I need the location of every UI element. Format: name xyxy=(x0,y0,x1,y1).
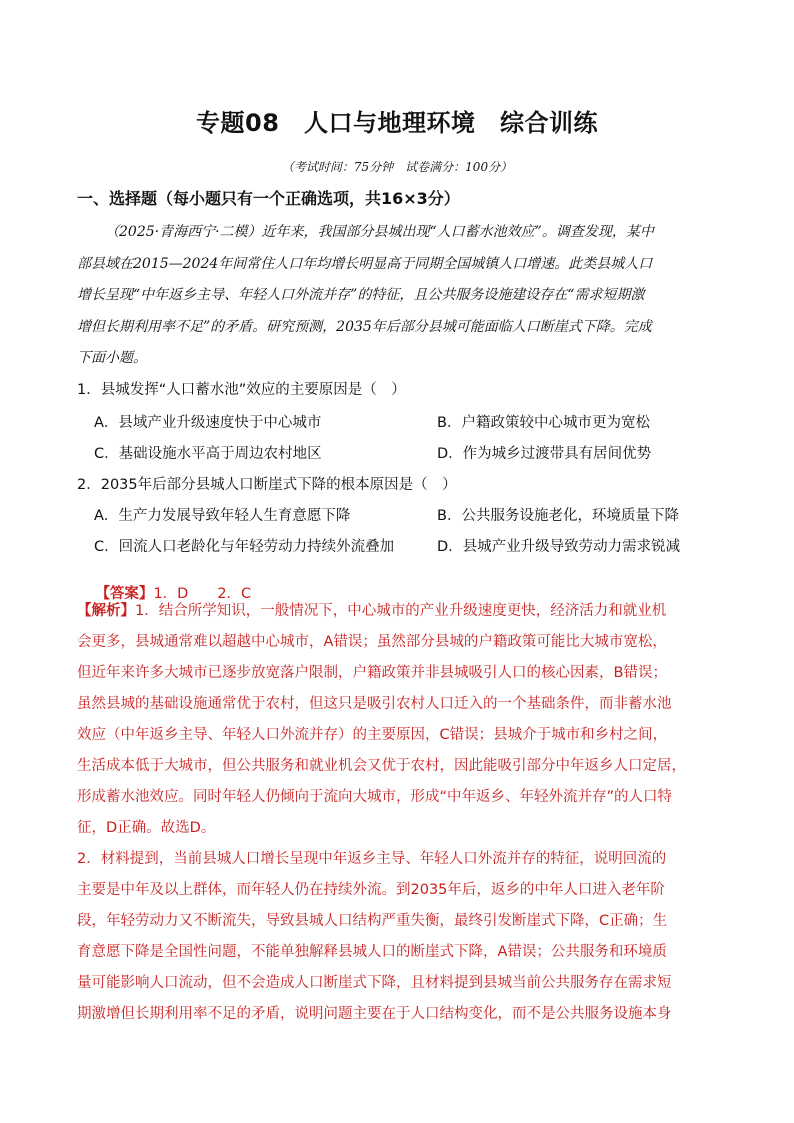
question-1: 1．县城发挥“人口蓄水池”效应的主要原因是（ ） xyxy=(77,382,406,398)
question-1-option-c: C．基础设施水平高于周边农村地区 xyxy=(94,446,322,462)
analysis-line: 期激增但长期利用率不足的矛盾，说明问题主要在于人口结构变化，而不是公共服务设施本身 xyxy=(77,1006,672,1022)
answer-text: 1．D 2．C xyxy=(153,586,252,602)
analysis-block-1 xyxy=(77,596,719,844)
stem-line: 部县域在2015—2024年间常住人口年均增长明显高于同期全国城镇人口增速。此类县城人口 xyxy=(77,255,653,272)
answer-tag: 【答案】 xyxy=(95,586,154,602)
stem-line: 增长呈现“中年返乡主导、年轻人口外流并存”的特征，且公共服务设施建设存在“需求短期激 xyxy=(77,287,645,303)
analysis-line: 但近年来许多大城市已逐步放宽落户限制，户籍政策并非县城吸引人口的核心因素，B错误； xyxy=(77,665,667,681)
analysis-line: 量可能影响人口流动，但不会造成人口断崖式下降，且材料提到县城当前公共服务存在需求短 xyxy=(77,975,672,991)
analysis-line xyxy=(77,596,719,627)
question-2-option-c: C．回流人口老龄化与年轻劳动力持续外流叠加 xyxy=(94,539,395,555)
analysis-line: 征，D正确。故选D。 xyxy=(77,820,216,836)
question-2-option-a: A．生产力发展导致年轻人生育意愿下降 xyxy=(94,508,351,524)
question-1-option-a: A．县域产业升级速度快于中心城市 xyxy=(94,415,322,431)
analysis-line: 形成蓄水池效应。同时年轻人仍倾向于流向大城市，形成“中年返乡、年轻外流并存”的人口特 xyxy=(77,789,673,805)
question-1-option-b: B．户籍政策较中心城市更为宽松 xyxy=(437,415,650,431)
analysis-line: 主要是中年及以上群体，而年轻人仍在持续外流。到2035年后，返乡的中年人口进入老年阶 xyxy=(77,882,665,898)
section-heading: 一、选择题（每小题只有一个正确选项，共16×3分） xyxy=(77,189,460,208)
analysis-line: 效应（中年返乡主导、年轻人口外流并存）的主要原因，C错误；县城介于城市和乡村之间， xyxy=(77,727,668,743)
stem-line: 下面小题。 xyxy=(77,350,147,366)
exam-info: （考试时间：75分钟 试卷满分：100分） xyxy=(281,160,513,174)
question-stem xyxy=(77,217,719,375)
analysis-line: 生活成本低于大城市，但公共服务和就业机会又优于农村，因此能吸引部分中年返乡人口定居， xyxy=(77,758,686,774)
analysis-line: 2．材料提到，当前县城人口增长呈现中年返乡主导、年轻人口外流并存的特征，说明回流的 xyxy=(77,851,667,867)
analysis-line: 育意愿下降是全国性问题，不能单独解释县城人口的断崖式下降，A错误；公共服务和环境质 xyxy=(77,944,667,960)
page-title: 专题08 人口与地理环境 综合训练 xyxy=(196,109,598,137)
question-2: 2．2035年后部分县城人口断崖式下降的根本原因是（ ） xyxy=(77,477,457,493)
analysis-line: 段，年轻劳动力又不断流失，导致县城人口结构严重失衡，最终引发断崖式下降，C正确；生 xyxy=(77,913,668,929)
stem-line: （2025·青海西宁·二模）近年来，我国部分县城出现“人口蓄水池效应”。调查发现，某中 xyxy=(105,224,654,240)
question-1-option-d: D．作为城乡过渡带具有居间优势 xyxy=(437,446,652,462)
question-2-option-b: B．公共服务设施老化，环境质量下降 xyxy=(437,508,679,524)
stem-line: 增但长期利用率不足”的矛盾。研究预测，2035年后部分县城可能面临人口断崖式下降。完成 xyxy=(77,318,652,335)
analysis-text: 1．结合所学知识，一般情况下，中心城市的产业升级速度更快，经济活力和就业机 xyxy=(135,603,667,619)
question-2-option-d: D．县城产业升级导致劳动力需求锐减 xyxy=(437,539,681,555)
analysis-line: 会更多，县城通常难以超越中心城市，A错误；虽然部分县城的户籍政策可能比大城市宽松， xyxy=(77,634,667,650)
analysis-line: 虽然县城的基础设施通常优于农村，但这只是吸引农村人口迁入的一个基础条件，而非蓄水池 xyxy=(77,696,672,712)
analysis-tag: 【解析】 xyxy=(77,603,135,619)
analysis-block-2 xyxy=(77,844,719,1030)
